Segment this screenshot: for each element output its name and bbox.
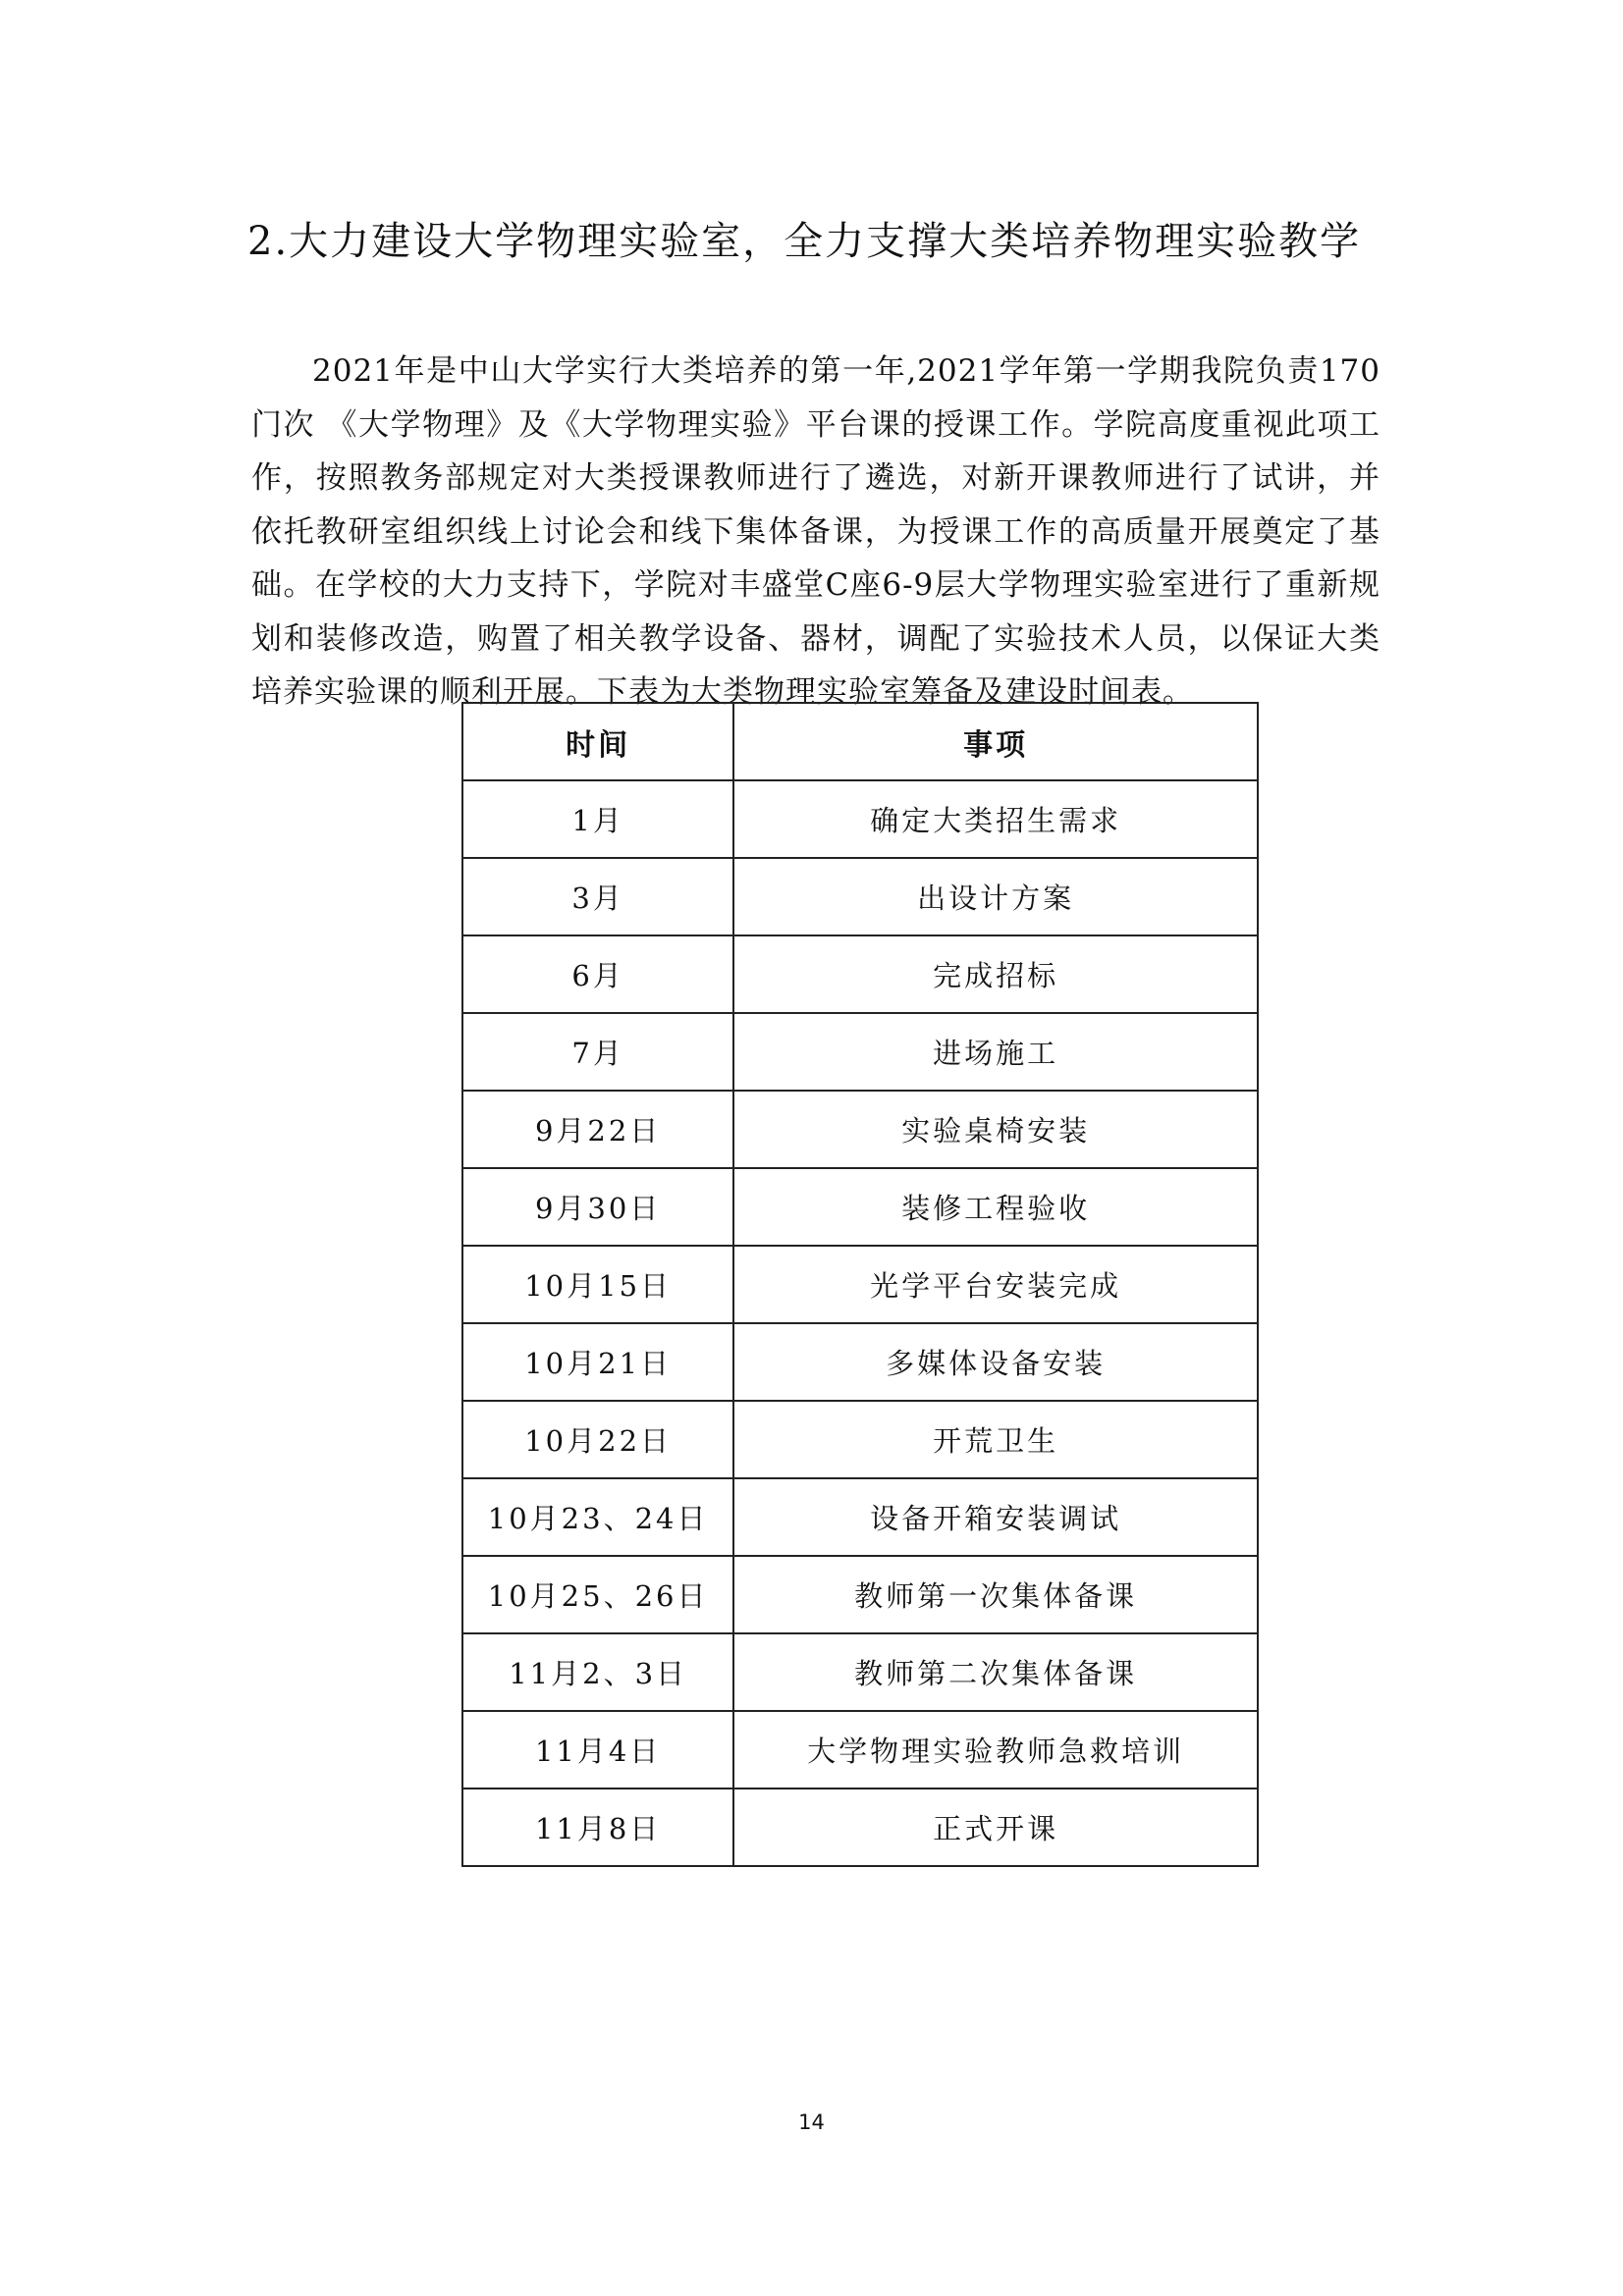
table-row — [462, 935, 1258, 1013]
header-date: 时间 — [462, 703, 733, 780]
row-item: 出设计方案 — [733, 858, 1258, 935]
row-date: 10月22日 — [462, 1401, 733, 1478]
row-date: 6月 — [462, 935, 733, 1013]
section-heading: 2.大力建设大学物理实验室，全力支撑大类培养物理实验教学 — [247, 219, 1362, 264]
row-item: 完成招标 — [733, 935, 1258, 1013]
lab-construction-schedule-table — [461, 702, 1259, 1867]
row-item: 正式开课 — [733, 1789, 1258, 1866]
row-date: 10月25、26日 — [462, 1556, 733, 1633]
table-row — [462, 1323, 1258, 1401]
table-row — [462, 1091, 1258, 1168]
row-item: 装修工程验收 — [733, 1168, 1258, 1246]
row-date: 9月22日 — [462, 1091, 733, 1168]
row-item: 多媒体设备安装 — [733, 1323, 1258, 1401]
row-date: 10月23、24日 — [462, 1478, 733, 1556]
table-row — [462, 1556, 1258, 1633]
table-row — [462, 1711, 1258, 1789]
row-item: 开荒卫生 — [733, 1401, 1258, 1478]
table-header-row — [462, 703, 1258, 780]
table-row — [462, 780, 1258, 858]
body-paragraph: 2021年是中山大学实行大类培养的第一年,2021学年第一学期我院负责170门次 《大学物理》及《大学物理实验》平台课的授课工作。学院高度重视此项工作，按照教务部规定对大类授课教师进行了遴选，对新开课教师进行了试讲，并依托教研室组织线上讨论会和线下集体备课，为授课工作的高质量开展奠定了基础。在学校的大力支持下，学院对丰盛堂C座6-9层大学物理实验室进行了重新规划和装修改造，购置了相关教学设备、器材，调配了实验技术人员，以保证大类培养实验课的顺利开展。下表为大类物理实验室筹备及建设时间表。 — [251, 353, 1380, 710]
table-row — [462, 1478, 1258, 1556]
table-row — [462, 1013, 1258, 1091]
row-date: 1月 — [462, 780, 733, 858]
table-row — [462, 1789, 1258, 1866]
row-item: 实验桌椅安装 — [733, 1091, 1258, 1168]
row-item: 大学物理实验教师急救培训 — [733, 1711, 1258, 1789]
row-item: 设备开箱安装调试 — [733, 1478, 1258, 1556]
header-item: 事项 — [733, 703, 1258, 780]
row-date: 10月15日 — [462, 1246, 733, 1323]
row-item: 教师第二次集体备课 — [733, 1633, 1258, 1711]
row-date: 10月21日 — [462, 1323, 733, 1401]
table-row — [462, 1633, 1258, 1711]
row-date: 11月4日 — [462, 1711, 733, 1789]
table-row — [462, 858, 1258, 935]
table-row — [462, 1168, 1258, 1246]
row-date: 9月30日 — [462, 1168, 733, 1246]
row-date: 11月2、3日 — [462, 1633, 733, 1711]
table-row — [462, 1401, 1258, 1478]
row-item: 教师第一次集体备课 — [733, 1556, 1258, 1633]
row-date: 7月 — [462, 1013, 733, 1091]
row-item: 光学平台安装完成 — [733, 1246, 1258, 1323]
row-item: 进场施工 — [733, 1013, 1258, 1091]
row-item: 确定大类招生需求 — [733, 780, 1258, 858]
row-date: 3月 — [462, 858, 733, 935]
row-date: 11月8日 — [462, 1789, 733, 1866]
page-number: 14 — [798, 2110, 825, 2134]
table-row — [462, 1246, 1258, 1323]
